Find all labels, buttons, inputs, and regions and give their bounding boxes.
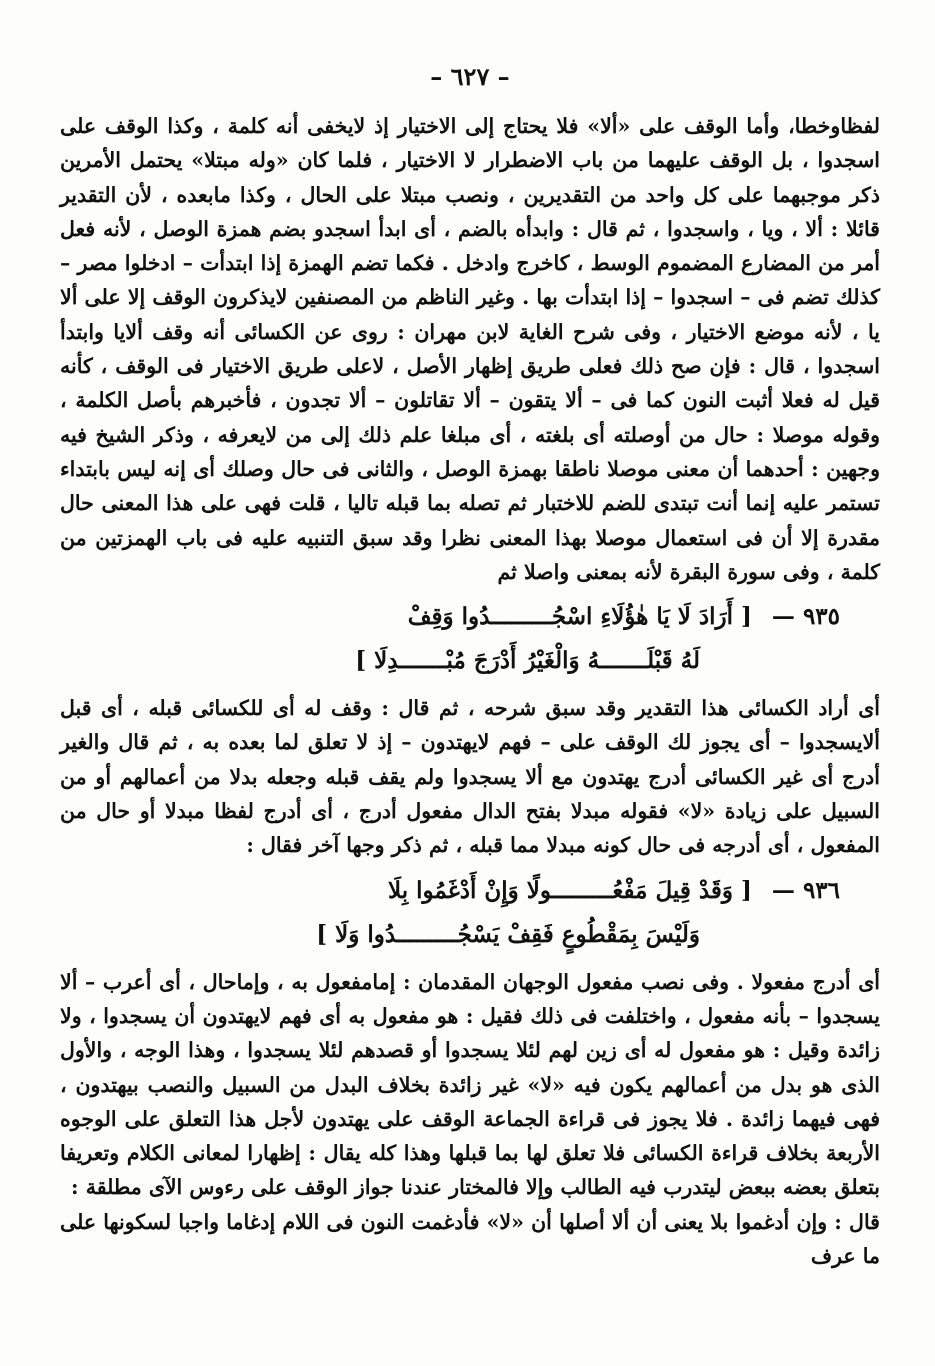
verse-hemistich: [ وَقَدْ قِيلَ مَفْعُـــــــــولًا وَإِنْ أَدْغَمُوا بِلَا [388, 876, 752, 904]
verse-hemistich: [ أَرَادَ لَا يَا هٰؤُلَاءِ اسْجُـــــــــدُوا وَقِفْ [407, 603, 752, 631]
verse-936-line-2: وَلَيْسَ بِمَقْطُوعٍ فَقِفْ يَسْجُـــــــــدُوا وَلَا ] [316, 920, 700, 948]
verse-number: ٩٣٥ — [771, 603, 840, 631]
verse-936 [60, 869, 880, 957]
book-page [60, 62, 880, 1273]
page-number: – ٦٢٧ – [430, 62, 510, 91]
verse-935-line-2: لَهُ قَبْلَـــــــهُ وَالْغَيْرُ أَدْرَجَ مُبْـــــــدِلَا ] [355, 647, 700, 675]
verse-936-line-1 [60, 869, 880, 913]
paragraph-1: لفظاوخطا، وأما الوقف على «ألا» فلا يحتاج إلى الاختيار إذ لايخفى أنه كلمة ، وكذا الوقف على اسجدوا ، بل الوقف عليهما من باب الاضطرار لا الاختيار ، فلما كان «وله مبتلا» يحتمل الأمرين ذكر موجبهما على كل واحد من التقديرين ، ونصب مبتلا على الحال ، وكذا مابعده ، لأن التقدير قائلا : ألا ، ويا ، واسجدوا ، ثم قال : وابدأه بالضم ، أى ابدأ اسجدو بضم همزة الوصل ، لأنه فعل أمر من المضارع المضموم الوسط ، كاخرج وادخل . فكما تضم الهمزة إذا ابتدأت – ادخلوا مصر – كذلك تضم فى – اسجدوا – إذا ابتدأت بها . وغير الناظم من المصنفين لايذكرون الوقف إلا على ألا يا ، لأنه موضع الاختيار ، وفى شرح الغاية لابن مهران : روى عن الكسائى أنه وقف ألايا وابتدأ اسجدوا ، قال : فإن صح ذلك فعلى طريق إظهار الأصل ، لاعلى طريق الاختيار فى الوقف ، كأنه قيل له فعلا أثبت النون كما فى – ألا يتقون – ألا تقاتلون – ألا تجدون ، فأخبرهم بأصل الكلمة ، وقوله موصلا : حال من أوصلته أى بلغته ، أى مبلغا علم ذلك إلى من لايعرفه ، وذكر الشيخ فيه وجهين : أحدهما أن معنى موصلا ناطقا بهمزة الوصل ، والثانى فى حال وصلك أى إنه ليس بابتداء تستمر عليه إنما أنت تبتدى للضم للاختبار ثم تصله بما قبله تاليا ، قلت فهى على هذا المعنى حال مقدرة إلا أن فى استعمال موصلا بهذا المعنى نظرا وقد سبق التنبيه عليه فى باب الهمزتين من كلمة ، وفى سورة البقرة لأنه بمعنى واصلا ثم [60, 114, 880, 584]
paragraph-3: أى أدرج مفعولا . وفى نصب مفعول الوجهان المقدمان : إمامفعول به ، وإماحال ، أى أعرب – ألا يسجدوا – بأنه مفعول ، واختلفت فى ذلك فقيل : هو مفعول به أى فهم لايهتدون أن يسجدوا ، ولا زائدة وقيل : هو مفعول له أى زين لهم لئلا يسجدوا أو قصدهم لئلا يسجدوا ، وهذا الوجه ، والأول الذى هو بدل من أعمالهم يكون فيه «لا» غير زائدة بخلاف البدل من السبيل والنصب بيهتدون ، فهى فيهما زائدة . فلا يجوز فى قراءة الجماعة الوقف على يهتدون لأجل هذا التعلق على الوجوه الأربعة بخلاف قراءة الكسائى فلا تعلق لها بما قبلها وهذا كله يقال : إظهارا لمعانى الكلام وتعريفا بتعلق بعضه ببعض ليتدرب فيه الطالب وإلا فالمختار عندنا جواز الوقف على رءوس الآى مطلقة : [60, 969, 880, 1200]
paragraph-4: قال : وإن أدغموا بلا يعنى أن ألا أصلها أن «لا» فأدغمت النون فى اللام إدغاما واجبا لسكونها على ما عرف [60, 1209, 880, 1269]
verse-number: ٩٣٦ — [771, 876, 840, 904]
paragraph-2: أى أراد الكسائى هذا التقدير وقد سبق شرحه ، ثم قال : وقف له أى للكسائى قبله ، أى قبل ألايسجدوا – أى يجوز لك الوقف على – فهم لايهتدون – إذ لا تعلق لما بعده به ، ثم قال والغير أدرج أى غير الكسائى أدرج يهتدون مع ألا يسجدوا ولم يقف قبله وجعله بدلا من أعمالهم أو من السبيل على زيادة «لا» فقوله مبدلا بفتح الدال مفعول أدرج ، أى أدرج لفظا مبدلا أو حال من المفعول ، أى أدرجه فى حال كونه مبدلا مما قبله ، ثم ذكر وجها آخر فقال : [60, 696, 880, 858]
commentary-text [60, 109, 880, 1273]
verse-935-line-1 [60, 595, 880, 639]
verse-935 [60, 595, 880, 683]
